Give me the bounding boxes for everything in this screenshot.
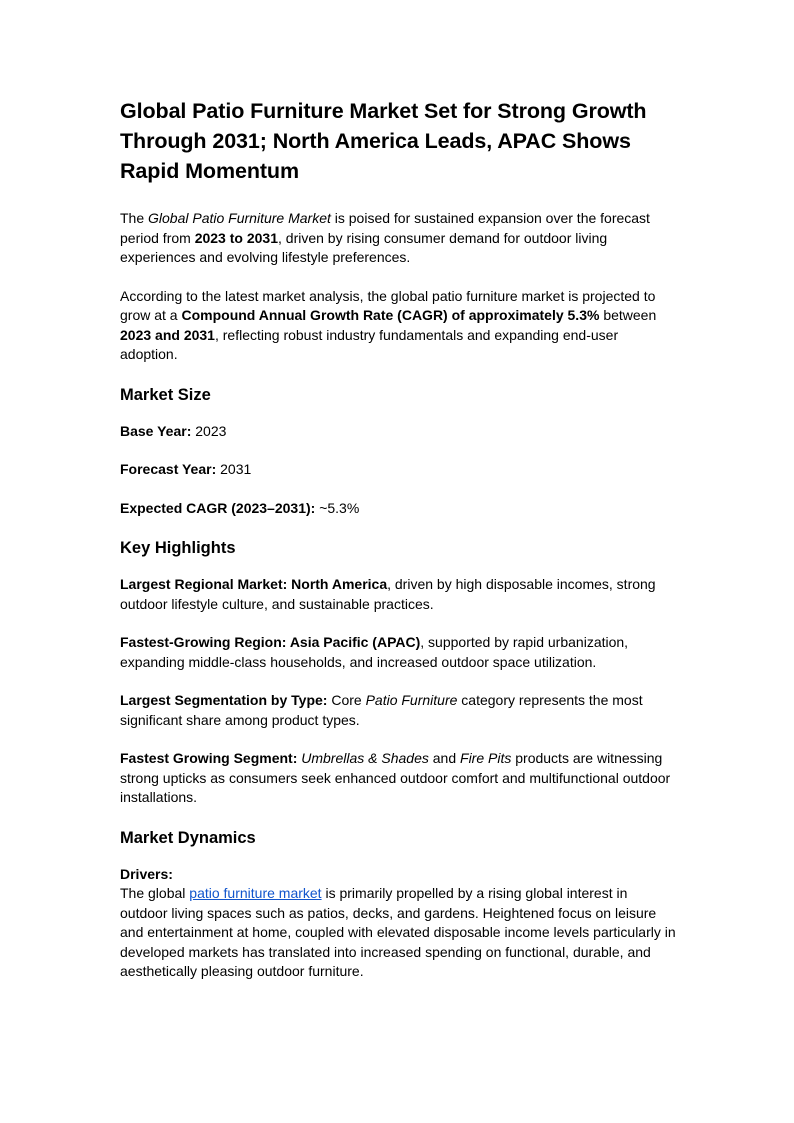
drivers-text-b: is primarily propelled by a rising global interest in outdoor living spaces such as patios, decks, and gardens. Heightened focus on leisure and entertainment at home, coupled with elevated disposable income levels particularly in developed markets has translated into increased spending on functional, durable, and aesthetically pleasing outdoor furniture. [120, 885, 676, 979]
base-year-value: 2023 [191, 422, 227, 439]
intro-1-market-name: Global Patio Furniture Market [148, 210, 331, 226]
cagr-line [120, 499, 676, 519]
base-year-line [120, 422, 676, 442]
highlight-fastest-segment [120, 749, 676, 808]
highlight-1-label: Largest Regional Market: North America [120, 576, 388, 592]
intro-1-text-c: is poised for sustained expansion over the forecast period from [120, 210, 650, 246]
highlight-1-text: , driven by high disposable incomes, strong outdoor lifestyle culture, and sustainable practices. [120, 576, 656, 612]
intro-2-text-a: According to the latest market analysis, the global patio furniture market is projected to grow at a [120, 287, 656, 323]
key-highlights-heading: Key Highlights [120, 539, 236, 557]
base-year-label: Base Year: [120, 422, 192, 439]
forecast-year-value: 2031 [216, 461, 252, 477]
market-dynamics-heading: Market Dynamics [120, 828, 256, 847]
market-size-heading: Market Size [120, 385, 211, 404]
highlight-3-text-b: category represents the most significant share among product types. [120, 692, 643, 728]
highlight-fastest-region [120, 633, 676, 672]
highlight-4-text-c: products are witnessing strong upticks as consumers seek enhanced outdoor comfort and multifunctional outdoor installations. [120, 750, 671, 805]
intro-1-period: 2023 to 2031 [194, 229, 278, 246]
highlight-4-label: Fastest Growing Segment: [120, 750, 298, 766]
intro-paragraph-1 [120, 209, 676, 268]
drivers-label-line [120, 865, 676, 885]
intro-2-cagr: Compound Annual Growth Rate (CAGR) of approximately 5.3% [181, 307, 600, 323]
intro-paragraph-2 [120, 287, 676, 365]
intro-2-text-c: between [599, 307, 657, 323]
highlight-largest-segment [120, 691, 676, 730]
patio-furniture-market-link[interactable]: patio furniture market [189, 885, 322, 901]
drivers-paragraph [120, 884, 676, 982]
cagr-value: ~5.3% [315, 499, 360, 516]
intro-1-text-e: , driven by rising consumer demand for outdoor living experiences and evolving lifestyle preferences. [120, 229, 608, 265]
cagr-label: Expected CAGR (2023–2031): [120, 499, 316, 516]
highlight-4-umbrellas: Umbrellas & Shades [301, 750, 429, 766]
highlight-3-text-a: Core [327, 692, 366, 708]
intro-1-text-a: The [120, 210, 149, 226]
highlight-2-text: , supported by rapid urbanization, expanding middle-class households, and increased outdoor space utilization. [120, 634, 629, 670]
drivers-text-a: The global [120, 885, 190, 901]
highlight-4-fire-pits: Fire Pits [460, 750, 512, 766]
intro-2-text-e: , reflecting robust industry fundamentals and expanding end-user adoption. [120, 326, 619, 362]
highlight-3-category: Patio Furniture [365, 692, 458, 708]
intro-2-period: 2023 and 2031 [120, 326, 215, 343]
forecast-year-label: Forecast Year: [120, 461, 217, 477]
highlight-4-text-b: and [428, 750, 461, 766]
highlight-largest-region [120, 575, 676, 614]
highlight-2-label: Fastest-Growing Region: Asia Pacific (APAC) [120, 634, 421, 650]
drivers-label: Drivers: [120, 865, 173, 882]
highlight-3-label: Largest Segmentation by Type: [120, 692, 328, 708]
forecast-year-line [120, 460, 676, 480]
article-title: Global Patio Furniture Market Set for Strong Growth Through 2031; North America Leads, APAC Shows Rapid Momentum [120, 99, 647, 183]
